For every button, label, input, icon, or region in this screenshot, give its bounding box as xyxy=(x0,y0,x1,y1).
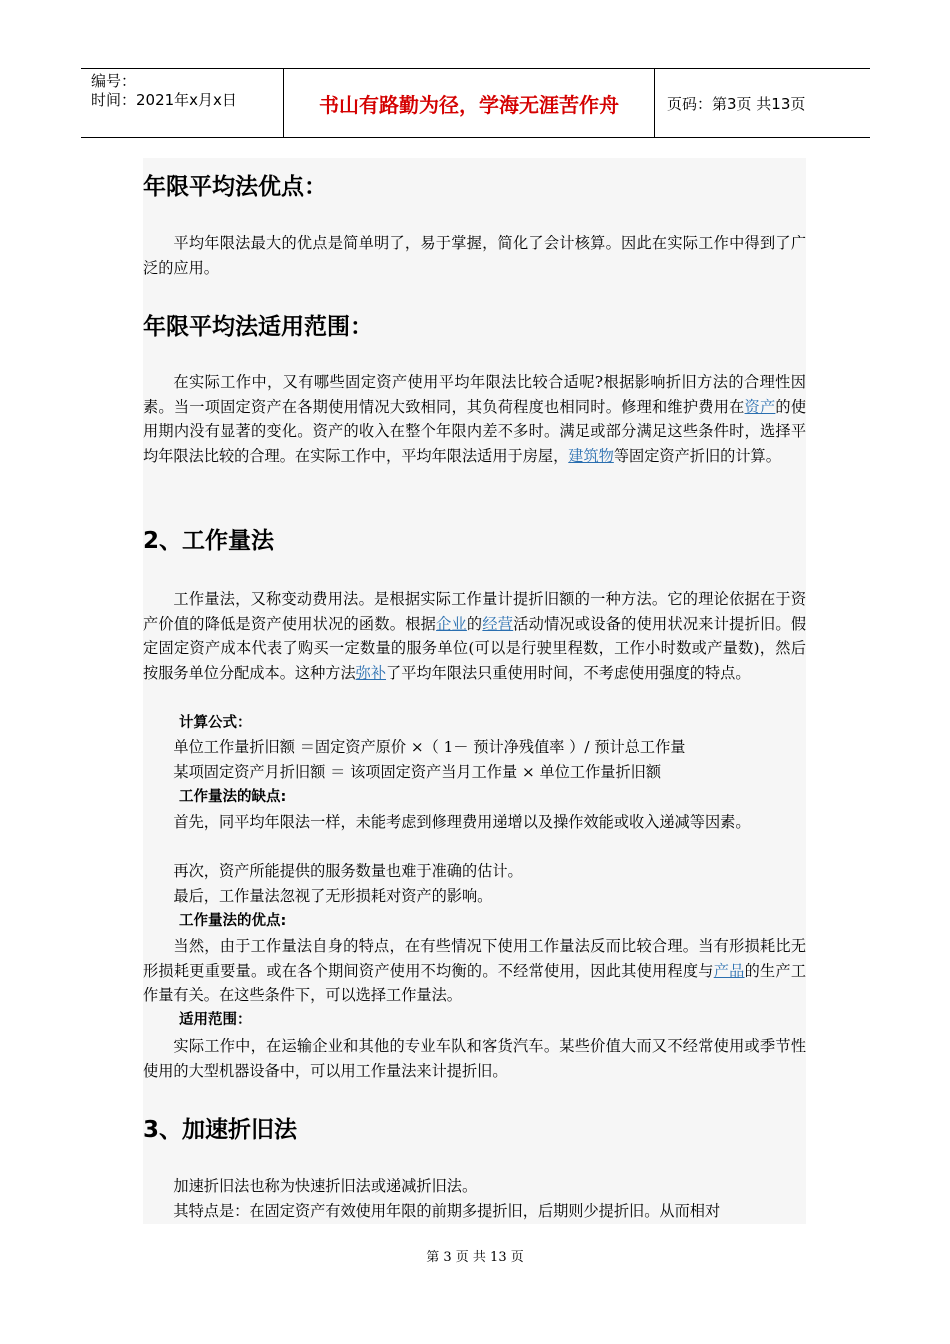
link-enterprise[interactable]: 企业 xyxy=(436,614,467,633)
section-title: 3、加速折旧法 xyxy=(143,1117,298,1143)
paragraph: 最后，工作量法忽视了无形损耗对资产的影响。 xyxy=(173,887,493,905)
motto: 书山有路勤为径，学海无涯苦作舟 xyxy=(284,69,655,137)
paragraph: 在实际工作中，又有哪些固定资产使用平均年限法比较合适呢?根据影响折旧方法的合理性因素。当一项固定资产在各期使用情况大致相同，其负荷程度也相同时。修理和维护费用在资产的使用期内没有显著的变化。资产的收入在整个年限内差不多时。满足或部分满足这些条件时，选择平均年限法比较的合理。在实际工作中，平均年限法适用于房屋，建筑物等固定资产折旧的计算。 xyxy=(143,373,807,465)
link-building[interactable]: 建筑物 xyxy=(568,446,614,465)
header-meta-cell xyxy=(81,69,284,137)
time-label: 时间：2021年x月x日 xyxy=(91,91,237,109)
subheading-scope: 适用范围： xyxy=(179,1012,252,1028)
subheading-formula: 计算公式： xyxy=(179,715,252,731)
document-body xyxy=(143,158,806,1224)
formula-line: 单位工作量折旧额 ＝固定资产原价 ×（ 1－ 预计净残值率 ）/ 预计总工作量 xyxy=(173,738,686,756)
section-title: 2、工作量法 xyxy=(143,528,275,554)
number-label: 编号： xyxy=(91,72,137,90)
link-compensate[interactable]: 弥补 xyxy=(355,663,386,682)
paragraph: 实际工作中，在运输企业和其他的专业车队和客货汽车。某些价值大而又不经常使用或季节性使用的大型机器设备中，可以用工作量法来计提折旧。 xyxy=(143,1037,806,1080)
link-product[interactable]: 产品 xyxy=(713,961,745,980)
paragraph: 加速折旧法也称为快速折旧法或递减折旧法。 xyxy=(173,1177,478,1195)
paragraph: 平均年限法最大的优点是简单明了，易于掌握，简化了会计核算。因此在实际工作中得到了广泛的应用。 xyxy=(143,234,806,277)
paragraph: 其特点是：在固定资产有效使用年限的前期多提折旧，后期则少提折旧。从而相对 xyxy=(173,1202,721,1220)
section-title: 年限平均法适用范围： xyxy=(143,314,373,340)
subheading-pros: 工作量法的优点: xyxy=(179,913,287,929)
link-asset[interactable]: 资产 xyxy=(744,397,776,416)
page-footer: 第 3 页 共 13 页 xyxy=(426,1250,524,1265)
paragraph: 工作量法，又称变动费用法。是根据实际工作量计提折旧额的一种方法。它的理论依据在于资产价值的降低是资产使用状况的函数。根据企业的经营活动情况或设备的使用状况来计提折旧。假定固定资产成本代表了购买一定数量的服务单位(可以是行驶里程数，工作小时数或产量数)，然后按服务单位分配成本。这种方法弥补了平均年限法只重使用时间，不考虑使用强度的特点。 xyxy=(143,590,807,682)
page-code: 页码：第3页 共13页 xyxy=(667,94,806,113)
formula-line: 某项固定资产月折旧额 ＝ 该项固定资产当月工作量 × 单位工作量折旧额 xyxy=(173,763,662,781)
subheading-cons: 工作量法的缺点: xyxy=(179,789,287,805)
paragraph: 再次，资产所能提供的服务数量也难于准确的估计。 xyxy=(173,862,523,880)
paragraph: 首先，同平均年限法一样，未能考虑到修理费用递增以及操作效能或收入递减等因素。 xyxy=(173,813,751,831)
page-header xyxy=(81,68,870,138)
paragraph: 当然，由于工作量法自身的特点，在有些情况下使用工作量法反而比较合理。当有形损耗比无形损耗更重要量。或在各个期间资产使用不均衡的。不经常使用，因此其使用程度与产品的生产工作量有关。在这些条件下，可以选择工作量法。 xyxy=(143,937,807,1004)
section-title: 年限平均法优点： xyxy=(143,174,327,200)
link-operation[interactable]: 经营 xyxy=(482,614,514,633)
